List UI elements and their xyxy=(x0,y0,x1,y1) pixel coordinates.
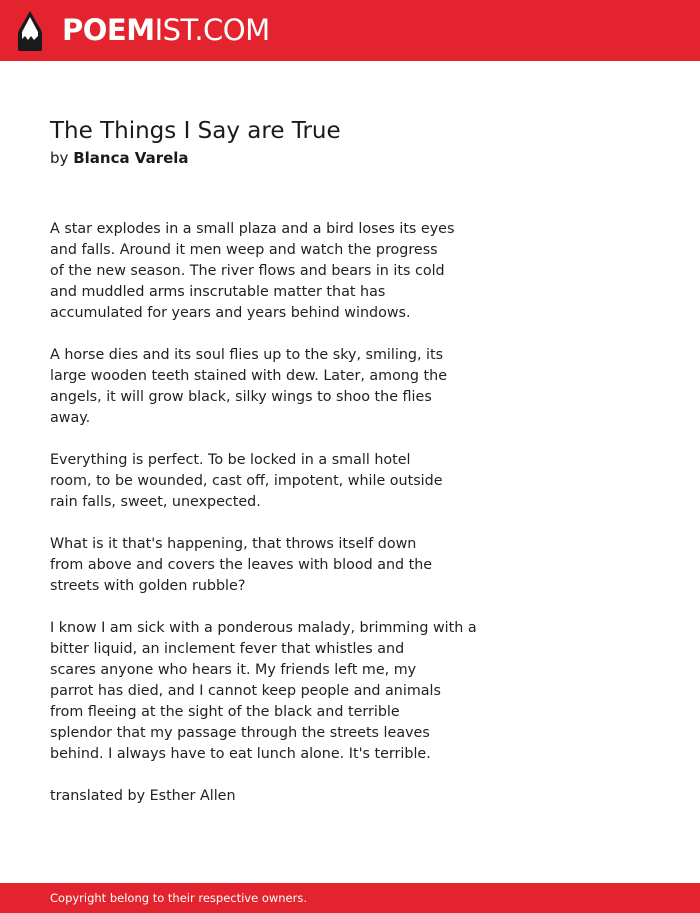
poem-line: room, to be wounded, cast off, impotent, while outside xyxy=(50,473,443,489)
poem-line: parrot has died, and I cannot keep people and animals xyxy=(50,683,441,699)
stanza xyxy=(50,534,490,597)
stanza xyxy=(50,345,490,429)
site-footer xyxy=(0,883,700,913)
poem-title: The Things I Say are True xyxy=(50,118,341,144)
poem-line: bitter liquid, an inclement fever that whistles and xyxy=(50,641,405,657)
poem-line: What is it that's happening, that throws itself down xyxy=(50,536,417,552)
poem-line: rain falls, sweet, unexpected. xyxy=(50,494,261,510)
poem-line: A star explodes in a small plaza and a bird loses its eyes xyxy=(50,221,455,237)
stanza xyxy=(50,618,490,765)
poem-line: scares anyone who hears it. My friends left me, my xyxy=(50,662,417,678)
stanza xyxy=(50,450,490,513)
poem-line: A horse dies and its soul flies up to the sky, smiling, its xyxy=(50,347,444,363)
poem-line: and muddled arms inscrutable matter that has xyxy=(50,284,386,300)
poem-line: and falls. Around it men weep and watch the progress xyxy=(50,242,438,258)
poem-line: angels, it will grow black, silky wings to shoo the flies xyxy=(50,389,432,405)
poem-line: from fleeing at the sight of the black and terrible xyxy=(50,704,400,720)
translator-note: translated by Esther Allen xyxy=(50,788,236,804)
byline xyxy=(50,148,189,169)
poem-line: from above and covers the leaves with blood and the xyxy=(50,557,433,573)
poem-body xyxy=(50,219,490,807)
poem-line: I know I am sick with a ponderous malady, brimming with a xyxy=(50,620,477,636)
logo-brand-bold: POEM xyxy=(62,13,155,47)
poem-line: splendor that my passage through the streets leaves xyxy=(50,725,430,741)
poem-line: of the new season. The river flows and bears in its cold xyxy=(50,263,445,279)
poem-line: accumulated for years and years behind windows. xyxy=(50,305,411,321)
author-name: Blanca Varela xyxy=(73,149,189,167)
site-header xyxy=(0,0,700,61)
pencil-tip-icon[interactable] xyxy=(17,10,43,52)
stanza xyxy=(50,219,490,324)
poem-line: away. xyxy=(50,410,91,426)
site-logo[interactable] xyxy=(62,12,270,48)
poem-line: large wooden teeth stained with dew. Later, among the xyxy=(50,368,448,384)
logo-brand-light: IST.COM xyxy=(154,13,270,47)
copyright-text: Copyright belong to their respective owners. xyxy=(50,891,308,905)
poem-line: Everything is perfect. To be locked in a small hotel xyxy=(50,452,411,468)
poem-line: behind. I always have to eat lunch alone. It's terrible. xyxy=(50,746,431,762)
by-label: by xyxy=(50,149,69,167)
poem-line: streets with golden rubble? xyxy=(50,578,246,594)
